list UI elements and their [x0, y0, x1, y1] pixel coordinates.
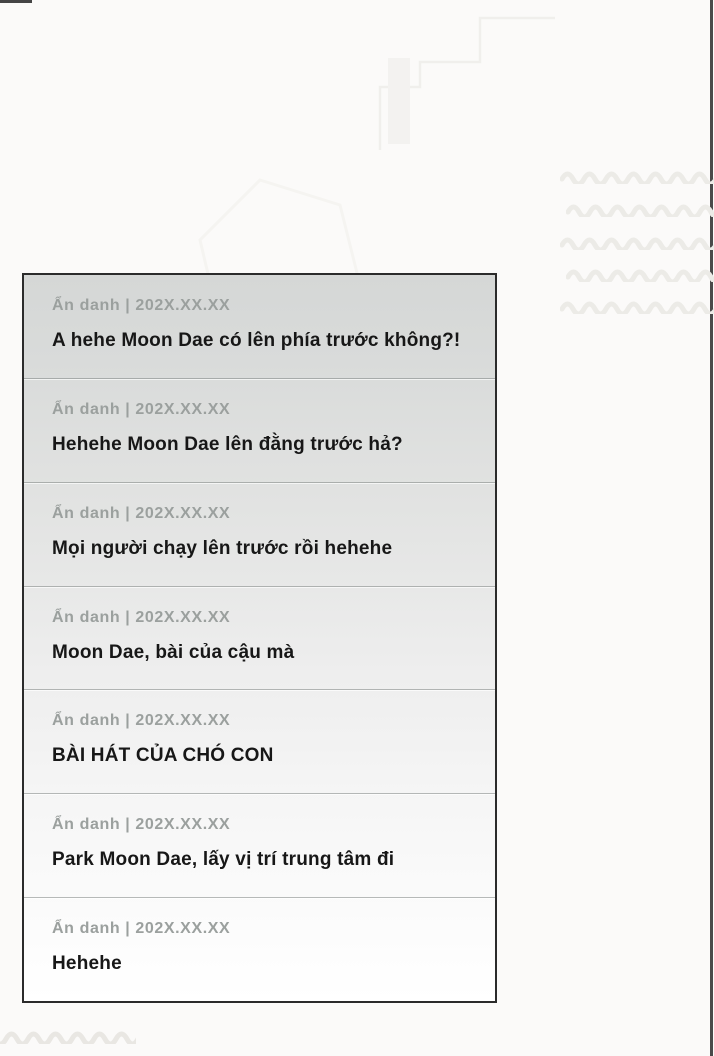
message-text: Park Moon Dae, lấy vị trí trung tâm đi: [52, 849, 395, 871]
chat-message: [24, 275, 495, 378]
message-author-date: Ẩn danh | 202X.XX.XX: [52, 712, 231, 730]
message-text: BÀI HÁT CỦA CHÓ CON: [52, 745, 274, 767]
panel-edge-line-right: [710, 0, 713, 1056]
panel-edge-mark-top-left: [0, 0, 32, 3]
message-text: Mọi người chạy lên trước rồi hehehe: [52, 537, 393, 559]
chat-message: [24, 689, 495, 793]
squiggle-decoration: [560, 298, 714, 314]
squiggle-decoration: [560, 168, 714, 184]
squiggle-decoration: [0, 1028, 136, 1044]
message-author-date: Ẩn danh | 202X.XX.XX: [52, 608, 231, 626]
chat-message: [24, 586, 495, 690]
chat-message: [24, 482, 495, 586]
gray-bar-decoration: [388, 58, 410, 144]
message-text: Hehehe: [52, 953, 122, 975]
staircase-decoration: [370, 0, 570, 160]
chat-message: [24, 378, 495, 482]
anonymous-chat-panel: [22, 273, 497, 1003]
message-author-date: Ẩn danh | 202X.XX.XX: [52, 816, 231, 834]
squiggle-decoration: [560, 234, 714, 250]
message-author-date: Ẩn danh | 202X.XX.XX: [52, 297, 231, 314]
squiggle-decoration: [566, 266, 714, 282]
squiggle-decoration: [566, 201, 714, 217]
message-text: Moon Dae, bài của cậu mà: [52, 641, 295, 663]
message-author-date: Ẩn danh | 202X.XX.XX: [52, 504, 231, 522]
message-text: A hehe Moon Dae có lên phía trước không?!: [52, 330, 461, 351]
message-author-date: Ẩn danh | 202X.XX.XX: [52, 400, 231, 418]
chat-message: [24, 897, 495, 1001]
message-author-date: Ẩn danh | 202X.XX.XX: [52, 920, 231, 938]
message-text: Hehehe Moon Dae lên đằng trước hả?: [52, 433, 403, 455]
chat-message: [24, 793, 495, 897]
